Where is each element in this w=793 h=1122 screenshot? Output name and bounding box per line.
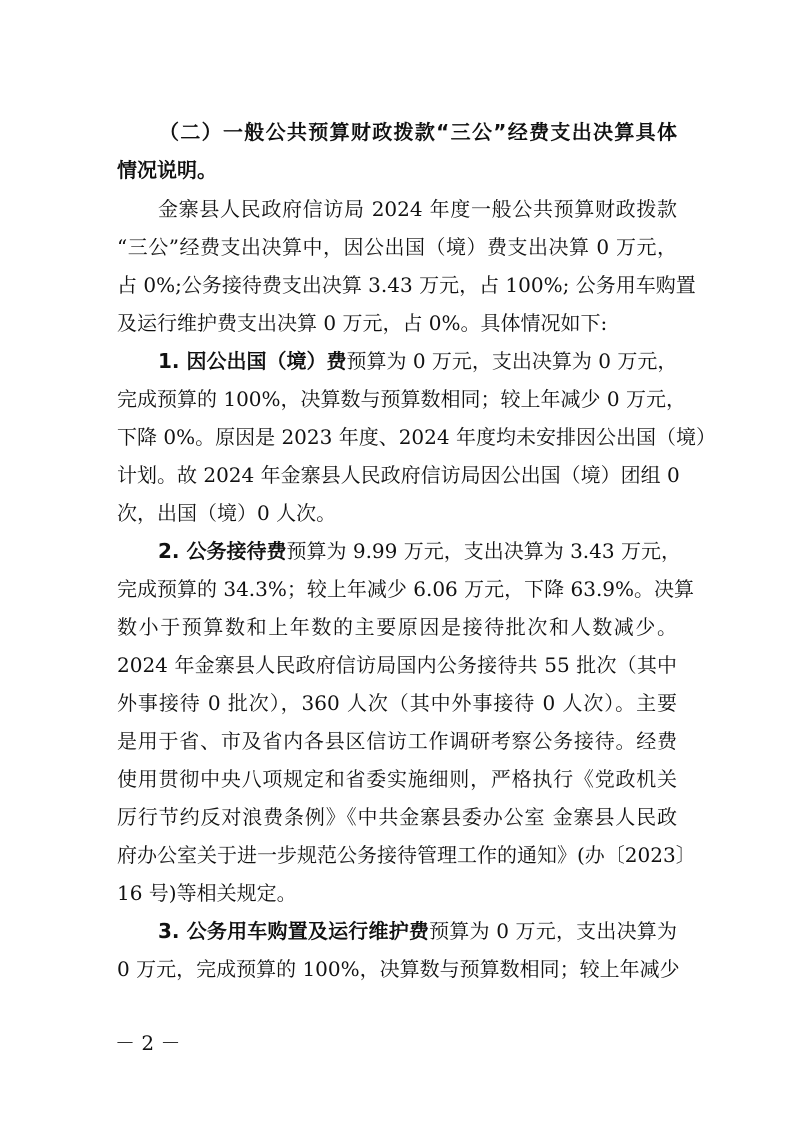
item2-title: 2. 公务接待费 (158, 539, 287, 563)
item2-text: 预算为 9.99 万元，支出决算为 3.43 万元， (286, 539, 681, 563)
item2-first-line (158, 539, 681, 563)
intro-paragraph: 金寨县人民政府信访局 2024 年度一般公共预算财政拨款 (158, 197, 677, 221)
item3-line: 0 万元，完成预算的 100%，决算数与预算数相同；较上年减少 (117, 957, 680, 981)
section-heading: （二）一般公共预算财政拨款“三公”经费支出决算具体 (159, 120, 677, 144)
item1-line: 完成预算的 100%，决算数与预算数相同；较上年减少 0 万元， (117, 387, 686, 411)
item2-line: 数小于预算数和上年数的主要原因是接待批次和人数减少。 (117, 615, 677, 639)
item2-line: 是用于省、市及省内各县区信访工作调研考察公务接待。经费 (117, 729, 677, 753)
intro-paragraph-line: 占 0%;公务接待费支出决算 3.43 万元，占 100%; 公务用车购置 (117, 273, 696, 297)
item2-line: 厉行节约反对浪费条例》《中共金寨县委办公室 金寨县人民政 (117, 805, 677, 829)
section-heading-continued: 情况说明。 (117, 158, 217, 182)
item3-title: 3. 公务用车购置及运行维护费 (158, 919, 430, 943)
item1-line: 下降 0%。原因是 2023 年度、2024 年度均未安排因公出国（境） (117, 425, 716, 449)
item1-first-line (158, 349, 677, 373)
intro-paragraph-line: 及运行维护费支出决算 0 万元，占 0%。具体情况如下: (117, 311, 608, 335)
item2-line: 16 号)等相关规定。 (117, 881, 297, 905)
item2-line: 外事接待 0 批次），360 人次（其中外事接待 0 人次）。主要 (117, 691, 677, 715)
item1-title: 1. 因公出国（境）费 (158, 349, 347, 373)
item2-line: 2024 年金寨县人民政府信访局国内公务接待共 55 批次（其中 (117, 653, 677, 677)
page-number: － 2 － (115, 1031, 181, 1055)
item3-text: 预算为 0 万元，支出决算为 (429, 919, 677, 943)
item3-first-line (158, 919, 677, 943)
item2-line: 使用贯彻中央八项规定和省委实施细则，严格执行《党政机关 (117, 767, 677, 791)
item1-line: 次，出国（境）0 人次。 (117, 501, 337, 525)
item1-text: 预算为 0 万元，支出决算为 0 万元， (346, 349, 678, 373)
item2-line: 府办公室关于进一步规范公务接待管理工作的通知》(办〔2023〕 (117, 843, 696, 867)
intro-paragraph-line: “三公”经费支出决算中，因公出国（境）费支出决算 0 万元， (117, 235, 677, 259)
item2-line: 完成预算的 34.3%；较上年减少 6.06 万元，下降 63.9%。决算 (117, 577, 695, 601)
item1-line: 计划。故 2024 年金寨县人民政府信访局因公出国（境）团组 0 (117, 463, 680, 487)
